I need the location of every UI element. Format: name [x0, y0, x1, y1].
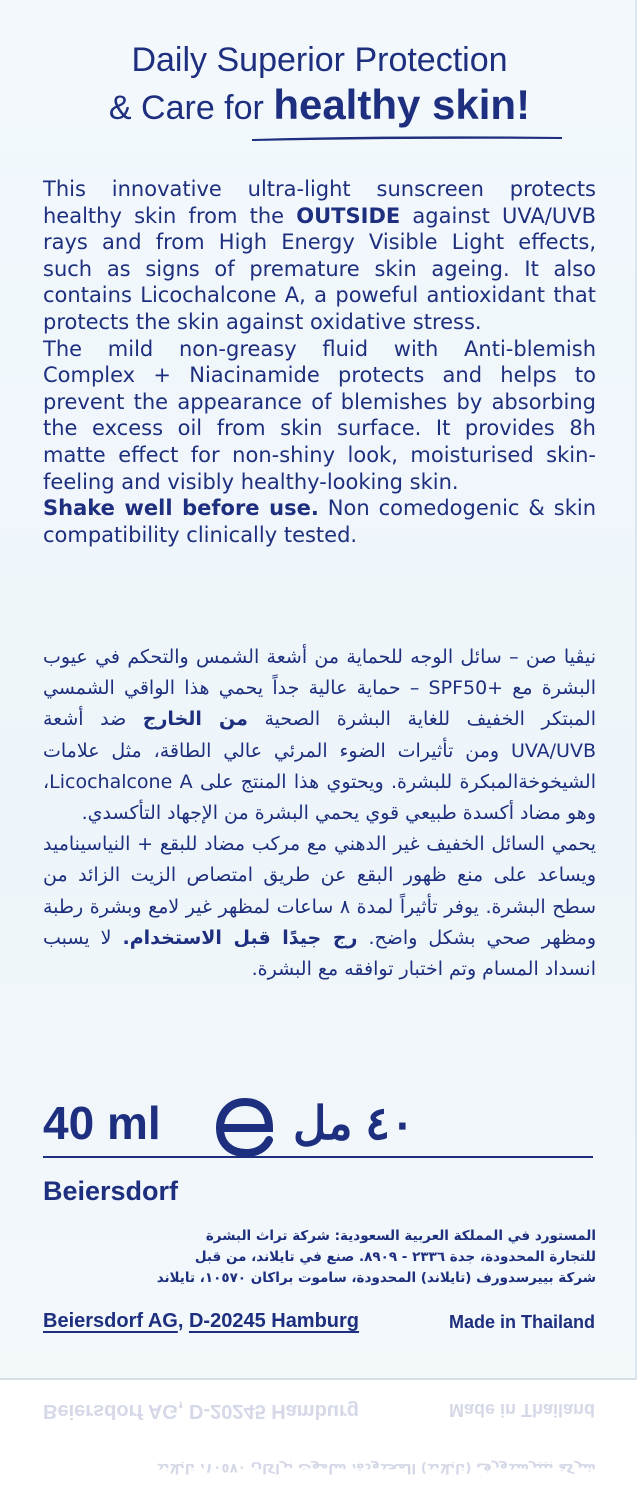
importer-line-1: المستورد في المملكة العربية السعودية: شركة تراث البشرة	[205, 1228, 596, 1244]
ar-paragraph-2: يحمي السائل الخفيف غير الدهني مع مركب مضاد للبقع + النياسيناميد ويساعد على منع ظهور البقع عن طريق امتصاص الزيت الزائد من سطح البشرة. يوفر تأثيراً لمدة ٨ ساعات لمظهر غير لامع وبشرة رطبة ومظهر صحي بشكل واضح. رج جيدًا قبل الاستخدام. لا يسبب انسداد المسام وتم اختبار توافقه مع البشرة.	[43, 833, 596, 981]
address-city: D-20245 Hamburg	[188, 1310, 360, 1332]
en-paragraph-2: The mild non-greasy fluid with Anti-blemish Complex + Niacinamide protects and helps to prevent the appearance of blemishes by absorbing the excess oil from skin surface. It provides 8h matte effect for non-shiny look, moisturised skin-feeling and visibly healthy-looking skin.	[43, 336, 596, 494]
address-separator: ,	[177, 1310, 189, 1332]
arabic-description	[43, 642, 596, 985]
ar-paragraph-1: نيڤيا صن – سائل الوجه للحماية من أشعة الشمس والتحكم في عيوب البشرة مع +SPF50 – حماية عالية جداً يحمي هذا الواقي الشمسي المبتكر الخفيف للغاية البشرة الصحية من الخارج ضد أشعة UVA/UVB ومن تأثيرات الضوء المرئي عالي الطاقة، مثل علامات الشيخوخةالمبكرة للبشرة. ويحتوي هذا المنتج على Licochalcone A، وهو مضاد أكسدة طبيعي قوي يحمي البشرة من الإجهاد التأكسدي.	[43, 646, 597, 825]
address-company: Beiersdorf AG	[43, 1310, 178, 1332]
reflection-importer: شركة بييرسدورف (تايلاند) المحدودة، ساموت براكان ١٠٥٧٠، تايلاند	[156, 1460, 596, 1476]
e-mark-icon	[213, 1088, 277, 1158]
headline	[0, 38, 639, 131]
en-paragraph-1: This innovative ultra-light sunscreen protects healthy skin from the OUTSIDE against UVA/UVB rays and from High Energy Visible Light effects, such as signs of premature skin ageing. It also contains Licochalcone A, a poweful antioxidant that protects the skin against oxidative stress.	[43, 177, 596, 334]
reflection-address: Beiersdorf AG, D-20245 Hamburg	[43, 1400, 360, 1422]
reflection-made-in: Made in Thailand	[448, 1400, 595, 1420]
en-paragraph-3: Shake well before use. Non comedogenic & skin compatibility clinically tested.	[43, 496, 596, 547]
volume-row	[43, 1088, 596, 1158]
headline-swoosh	[252, 134, 562, 142]
brand-name: Beiersdorf	[43, 1176, 179, 1206]
volume-en: 40 ml	[43, 1097, 161, 1149]
english-description	[43, 176, 596, 548]
importer-line-3: شركة بييرسدورف (تايلاند) المحدودة، ساموت براكان ١٠٥٧٠، تايلاند	[156, 1270, 596, 1286]
importer-line-2: للتجارة المحدودة، جدة ٢٣٣٦ - ٨٩٠٩. صنع في تايلاند، من قبل	[194, 1249, 596, 1265]
divider	[43, 1156, 593, 1158]
reflection	[0, 1384, 639, 1500]
headline-emphasis: healthy skin!	[273, 81, 531, 128]
volume-ar: ٤٠ مل	[293, 1097, 415, 1149]
headline-line2-prefix: & Care for	[108, 89, 274, 127]
importer-info	[43, 1226, 596, 1289]
made-in: Made in Thailand	[448, 1312, 595, 1332]
headline-line2	[0, 82, 639, 131]
headline-line1: Daily Superior Protection	[131, 41, 508, 79]
manufacturer-address	[43, 1307, 359, 1335]
